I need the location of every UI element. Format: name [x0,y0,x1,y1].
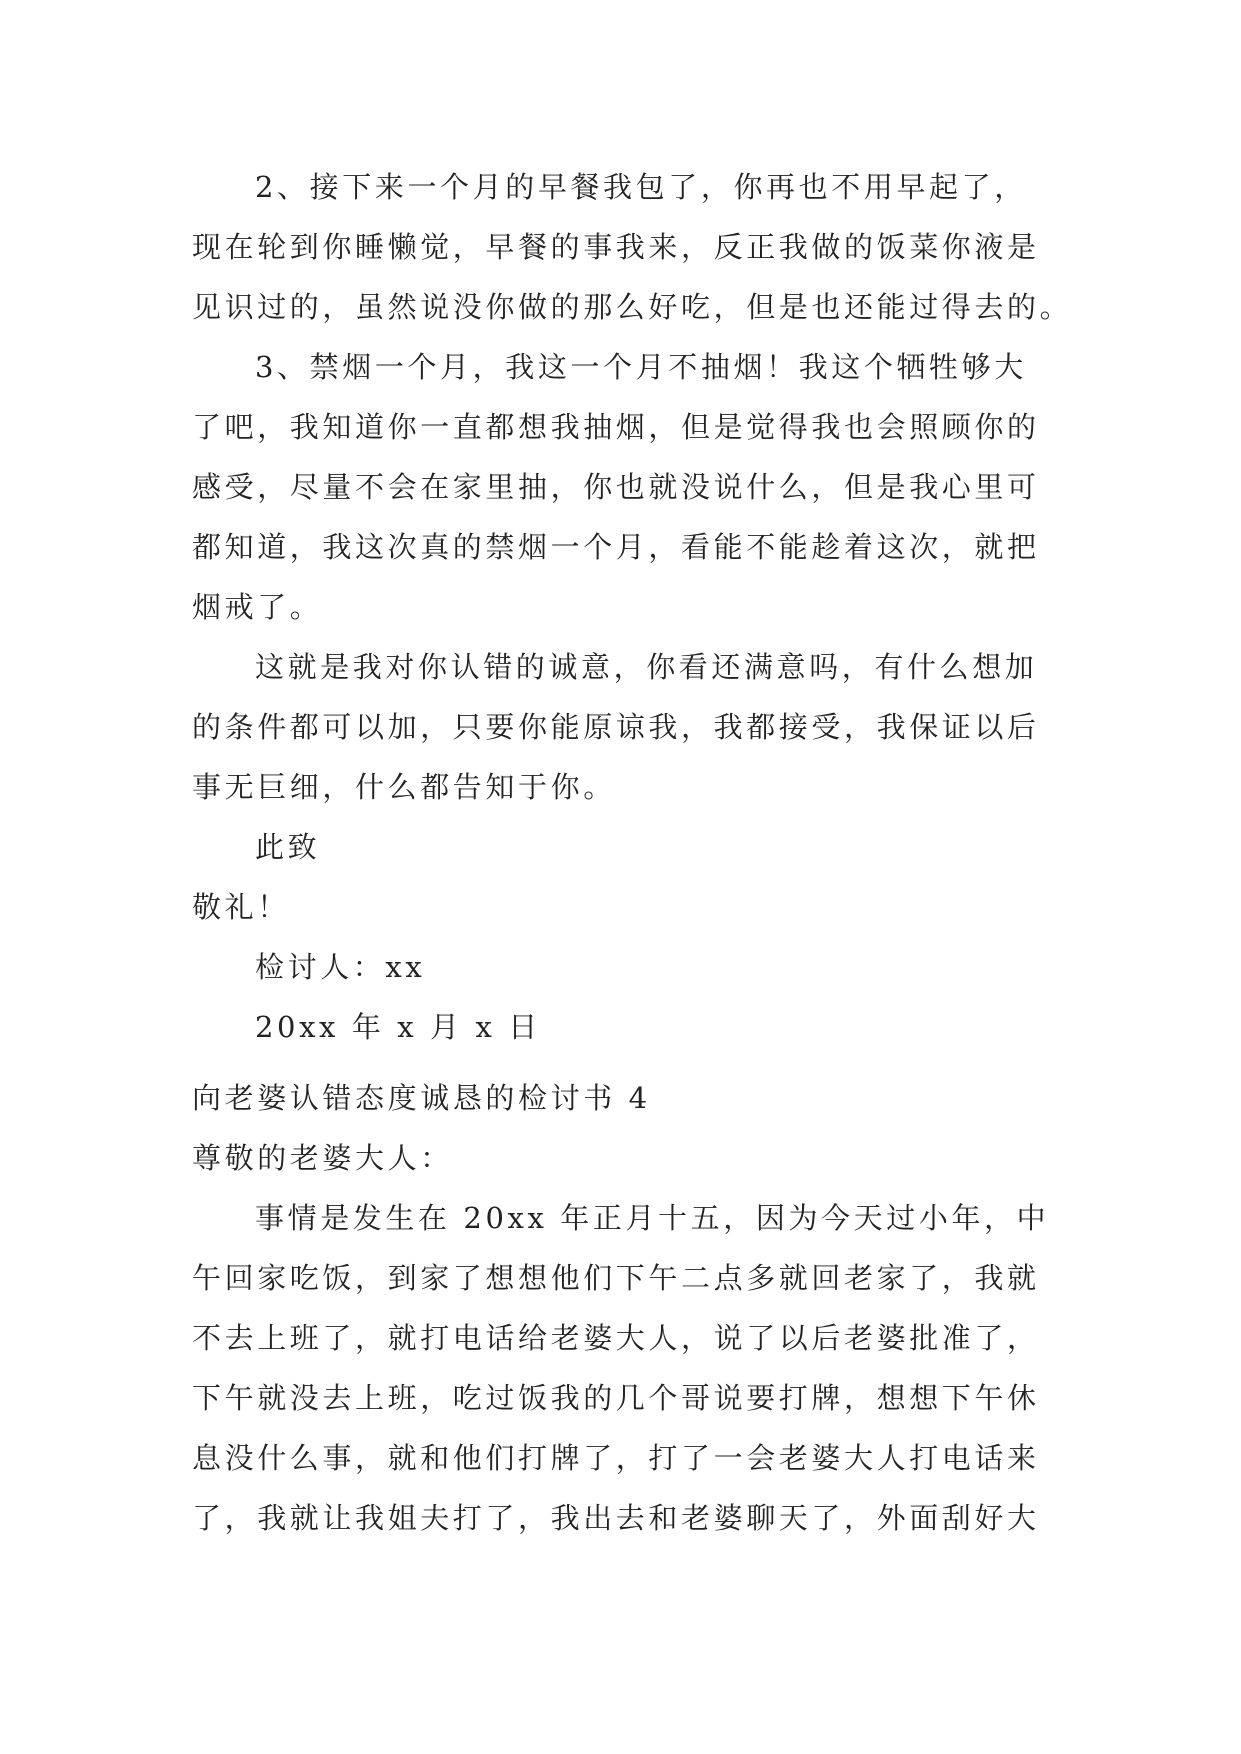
paragraph-line: 烟戒了。 [192,590,323,624]
closing-phrase: 此致 [255,830,321,864]
salutation: 尊敬的老婆大人： [192,1141,453,1175]
paragraph-line: 这就是我对你认错的诚意，你看还满意吗，有什么想加 [255,650,1038,684]
date-line: 20xx 年 x 月 x 日 [255,1010,541,1044]
paragraph-line: 事无巨细，什么都告知于你。 [192,770,616,804]
document-title: 向老婆认错态度诚恳的检讨书 4 [192,1081,651,1115]
paragraph-line: 午回家吃饭，到家了想想他们下午二点多就回老家了，我就 [192,1261,1040,1295]
signature-line: 检讨人：xx [255,950,426,984]
paragraph-line: 2、接下来一个月的早餐我包了，你再也不用早起了， [255,170,1027,204]
closing-salute: 敬礼！ [192,890,290,924]
paragraph-line: 下午就没去上班，吃过饭我的几个哥说要打牌，想想下午休 [192,1381,1040,1415]
paragraph-line: 了吧，我知道你一直都想我抽烟，但是觉得我也会照顾你的 [192,410,1040,444]
paragraph-line: 不去上班了，就打电话给老婆大人，说了以后老婆批准了， [192,1321,1040,1355]
paragraph-line: 感受，尽量不会在家里抽，你也就没说什么，但是我心里可 [192,470,1040,504]
paragraph-line: 的条件都可以加，只要你能原谅我，我都接受，我保证以后 [192,710,1040,744]
paragraph-line: 事情是发生在 20xx 年正月十五，因为今天过小年，中 [255,1201,1050,1235]
paragraph-line: 息没什么事，就和他们打牌了，打了一会老婆大人打电话来 [192,1441,1040,1475]
paragraph-line: 了，我就让我姐夫打了，我出去和老婆聊天了，外面刮好大 [192,1501,1040,1535]
paragraph-line: 见识过的，虽然说没你做的那么好吃，但是也还能过得去的。 [192,290,1073,324]
paragraph-line: 现在轮到你睡懒觉，早餐的事我来，反正我做的饭菜你液是 [192,230,1040,264]
letter-body-section-2 [192,1068,1052,1548]
paragraph-line: 都知道，我这次真的禁烟一个月，看能不能趁着这次，就把 [192,530,1040,564]
letter-body-section-1 [192,157,1073,1057]
paragraph-line: 3、禁烟一个月，我这一个月不抽烟！我这个牺牲够大 [255,350,1027,384]
